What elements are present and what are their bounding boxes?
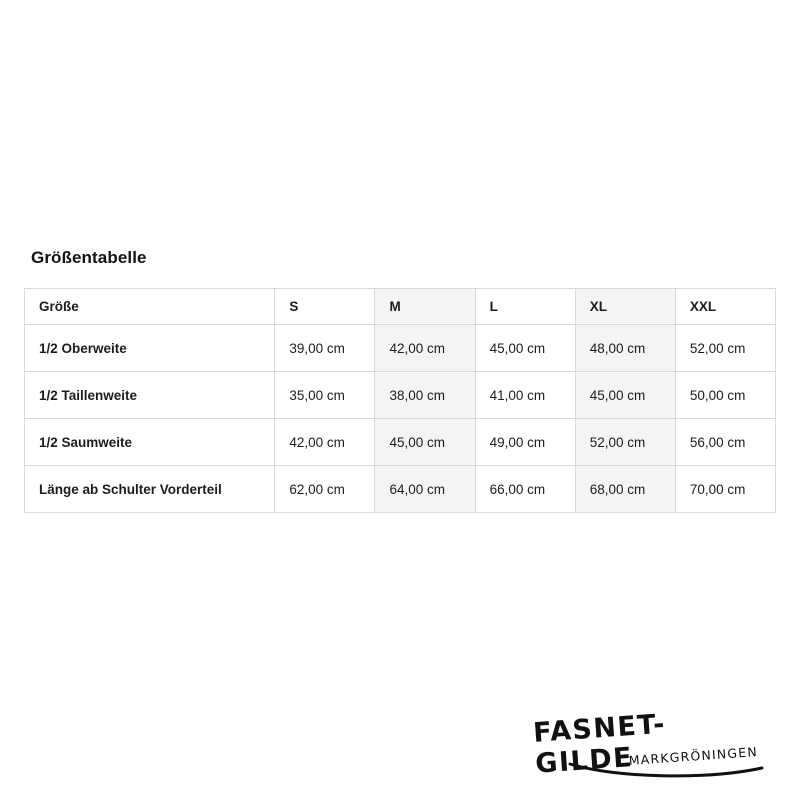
- column-header-xl: XL: [575, 289, 675, 325]
- brand-logo-name: FASNET-GILDE: [532, 708, 667, 780]
- row-label-taillenweite: 1/2 Taillenweite: [25, 372, 275, 419]
- page-title: Größentabelle: [31, 248, 147, 267]
- column-header-xxl: XXL: [675, 289, 775, 325]
- cell-laenge-l: 66,00 cm: [475, 466, 575, 513]
- size-table: [24, 288, 776, 513]
- cell-taillenweite-m: 38,00 cm: [375, 372, 475, 419]
- cell-oberweite-l: 45,00 cm: [475, 325, 575, 372]
- cell-laenge-xxl: 70,00 cm: [675, 466, 775, 513]
- cell-laenge-m: 64,00 cm: [375, 466, 475, 513]
- cell-oberweite-s: 39,00 cm: [275, 325, 375, 372]
- table-row: [25, 325, 776, 372]
- table-header-row: [25, 289, 776, 325]
- size-table-container: [24, 288, 776, 513]
- table-row: [25, 466, 776, 513]
- column-header-size-label: Größe: [25, 289, 275, 325]
- cell-taillenweite-l: 41,00 cm: [475, 372, 575, 419]
- cell-saumweite-xxl: 56,00 cm: [675, 419, 775, 466]
- row-label-oberweite: 1/2 Oberweite: [25, 325, 275, 372]
- cell-laenge-s: 62,00 cm: [275, 466, 375, 513]
- brand-logo-location: MARKGRÖNINGEN: [627, 744, 758, 769]
- column-header-s: S: [275, 289, 375, 325]
- cell-oberweite-xl: 48,00 cm: [575, 325, 675, 372]
- row-label-laenge-ab-schulter: Länge ab Schulter Vorderteil: [25, 466, 275, 513]
- cell-laenge-xl: 68,00 cm: [575, 466, 675, 513]
- column-header-l: L: [475, 289, 575, 325]
- cell-oberweite-m: 42,00 cm: [375, 325, 475, 372]
- cell-saumweite-m: 45,00 cm: [375, 419, 475, 466]
- cell-oberweite-xxl: 52,00 cm: [675, 325, 775, 372]
- cell-saumweite-s: 42,00 cm: [275, 419, 375, 466]
- brand-logo: [532, 696, 776, 782]
- cell-taillenweite-xl: 45,00 cm: [575, 372, 675, 419]
- cell-taillenweite-xxl: 50,00 cm: [675, 372, 775, 419]
- table-row: [25, 419, 776, 466]
- table-row: [25, 372, 776, 419]
- cell-saumweite-l: 49,00 cm: [475, 419, 575, 466]
- row-label-saumweite: 1/2 Saumweite: [25, 419, 275, 466]
- cell-saumweite-xl: 52,00 cm: [575, 419, 675, 466]
- logo-underline-icon: [566, 758, 766, 780]
- cell-taillenweite-s: 35,00 cm: [275, 372, 375, 419]
- column-header-m: M: [375, 289, 475, 325]
